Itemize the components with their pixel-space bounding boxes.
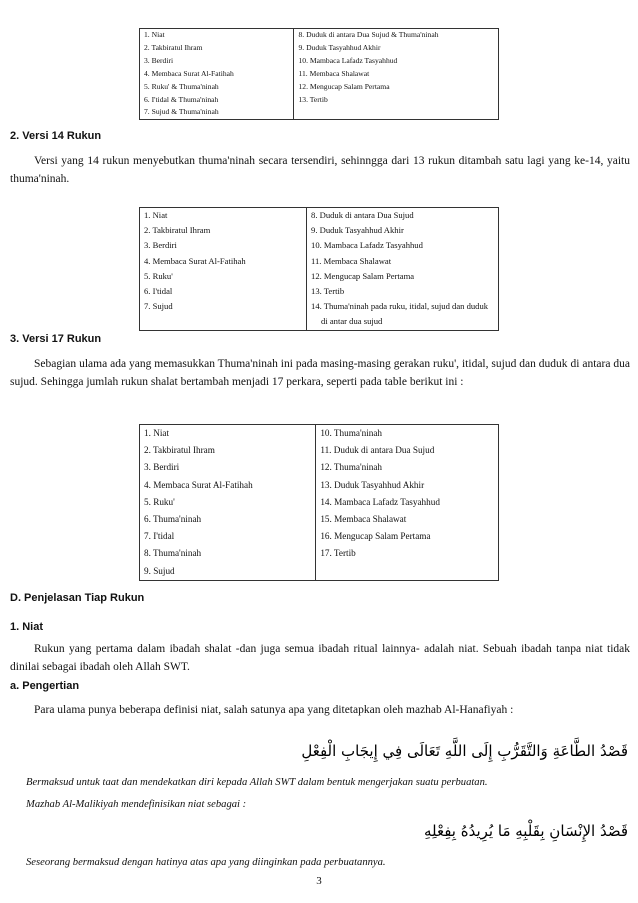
- table-cell: 9. Duduk Tasyahhud Akhir: [311, 225, 404, 236]
- table-cell: 10. Thuma'ninah: [320, 428, 383, 438]
- table-cell: 2. Takbiratul Ihram: [144, 42, 203, 52]
- section-heading-penjelasan: D. Penjelasan Tiap Rukun: [10, 592, 145, 604]
- table-cell: 2. Takbiratul Ihram: [144, 445, 215, 456]
- paragraph-pengertian: Para ulama punya beberapa definisi niat, salah satunya apa yang ditetapkan oleh mazhab Al-Hanafiyah :: [34, 704, 514, 716]
- table-column-left: [140, 425, 316, 581]
- table-cell: 13. Duduk Tasyahhud Akhir: [320, 479, 425, 490]
- table-cell: 4. Membaca Surat Al-Fatihah: [144, 479, 253, 490]
- table-cell: 8. Thuma'ninah: [144, 548, 202, 559]
- table-column-right: [316, 425, 499, 581]
- table-cell: 5. Ruku': [144, 270, 173, 281]
- arabic-definition-malikiyah: قَصْدُ الإِنْسَانِ بِقَلْبِهِ مَا يُرِيدُهُ بِفِعْلِهِ: [423, 822, 628, 840]
- table-cell: 3. Berdiri: [144, 55, 174, 65]
- table-cell: 13. Tertib: [298, 94, 328, 104]
- paragraph-niat: Rukun yang pertama dalam ibadah shalat -dan juga semua ibadah ritual lainnya- adalah niat. Sebuah ibadah tanpa niat tidak dinilai sebagai ibadah oleh Allah SWT.: [10, 643, 630, 673]
- arabic-definition-hanafiyah: قَصْدُ الطَّاعَةِ وَالتَّقَرُّبِ إِلَى اللَّهِ تَعَالَى فِي إِيجَابِ الْفِعْلِ: [301, 742, 628, 760]
- page-number: 3: [316, 875, 322, 887]
- table-cell: 11. Membaca Shalawat: [298, 68, 370, 78]
- table-cell: 7. I'tidal: [144, 531, 175, 542]
- rukun-table-14: [139, 207, 499, 331]
- table-cell: 8. Duduk di antara Dua Sujud & Thuma'ninah: [298, 30, 439, 39]
- table-cell: 9. Sujud: [144, 565, 175, 576]
- table-cell: 6. Thuma'ninah: [144, 514, 202, 525]
- table-column-left: [140, 29, 294, 120]
- section-heading-versi-17: 3. Versi 17 Rukun: [10, 333, 102, 345]
- table-cell: 1. Niat: [144, 30, 165, 39]
- table-cell: 1. Niat: [144, 210, 168, 220]
- table-cell: 7. Sujud & Thuma'ninah: [144, 107, 219, 117]
- table-cell: 11. Duduk di antara Dua Sujud: [320, 445, 435, 456]
- table-cell: 15. Membaca Shalawat: [320, 514, 407, 525]
- table-cell: 5. Ruku': [144, 496, 175, 507]
- table-cell: 4. Membaca Surat Al-Fatihah: [144, 68, 234, 78]
- table-cell: 4. Membaca Surat Al-Fatihah: [144, 255, 246, 266]
- table-cell: 10. Mambaca Lafadz Tasyahhud: [298, 55, 398, 65]
- table-cell: 9. Duduk Tasyahhud Akhir: [298, 42, 381, 52]
- table-column-left: [140, 208, 307, 331]
- table-cell: 8. Duduk di antara Dua Sujud: [311, 210, 414, 220]
- table-cell: 10. Mambaca Lafadz Tasyahhud: [311, 240, 423, 251]
- table-cell: 6. I'tidal: [144, 286, 173, 297]
- paragraph-versi-17: Sebagian ulama ada yang memasukkan Thuma'ninah ini pada masing-masing gerakan ruku', itidal, sujud dan duduk di antara dua sujud. Sehingga jumlah rukun shalat bertambah menjadi 17 perkara, seperti pada table berikut ini :: [10, 358, 630, 388]
- maliki-intro: Mazhab Al-Malikiyah mendefinisikan niat sebagai :: [26, 799, 247, 810]
- section-heading-versi-14: 2. Versi 14 Rukun: [10, 130, 102, 142]
- translation-hanafiyah: Bermaksud untuk taat dan mendekatkan diri kepada Allah SWT dalam bentuk mengerjakan suatu perbuatan.: [26, 777, 488, 788]
- table-cell: 7. Sujud: [144, 301, 173, 312]
- table-cell: 13. Tertib: [311, 286, 345, 297]
- table-cell: 3. Berdiri: [144, 462, 180, 473]
- table-cell: 14. Mambaca Lafadz Tasyahhud: [320, 496, 440, 507]
- paragraph-versi-14: Versi yang 14 rukun menyebutkan thuma'ninah secara tersendiri, sehinngga dari 13 rukun ditambah satu lagi yang ke-14, yaitu thuma'ninah.: [10, 155, 630, 185]
- translation-malikiyah: Seseorang bermaksud dengan hatinya atas apa yang diinginkan pada perbuatannya.: [26, 857, 386, 868]
- section-heading-niat: 1. Niat: [10, 621, 44, 633]
- table-cell: 6. I'tidal & Thuma'ninah: [144, 94, 219, 104]
- table-cell: 3. Berdiri: [144, 240, 177, 251]
- rukun-table-17: [139, 424, 499, 581]
- table-cell: 11. Membaca Shalawat: [311, 255, 392, 266]
- table-cell: 12. Mengucap Salam Pertama: [311, 270, 415, 281]
- table-column-right: [294, 29, 499, 120]
- table-cell: 2. Takbiratul Ihram: [144, 225, 211, 236]
- table-cell: 14. Thuma'ninah pada ruku, itidal, sujud dan duduk di antar dua sujud: [311, 301, 489, 327]
- section-heading-pengertian: a. Pengertian: [10, 680, 80, 692]
- table-cell: 12. Mengucap Salam Pertama: [298, 81, 390, 91]
- rukun-table-13: [139, 28, 499, 120]
- table-cell: 17. Tertib: [320, 548, 356, 559]
- table-cell: 1. Niat: [144, 428, 170, 438]
- table-cell: 5. Ruku' & Thuma'ninah: [144, 81, 219, 91]
- table-column-right: [307, 208, 499, 331]
- table-cell: 16. Mengucap Salam Pertama: [320, 531, 431, 542]
- table-cell: 12. Thuma'ninah: [320, 462, 383, 473]
